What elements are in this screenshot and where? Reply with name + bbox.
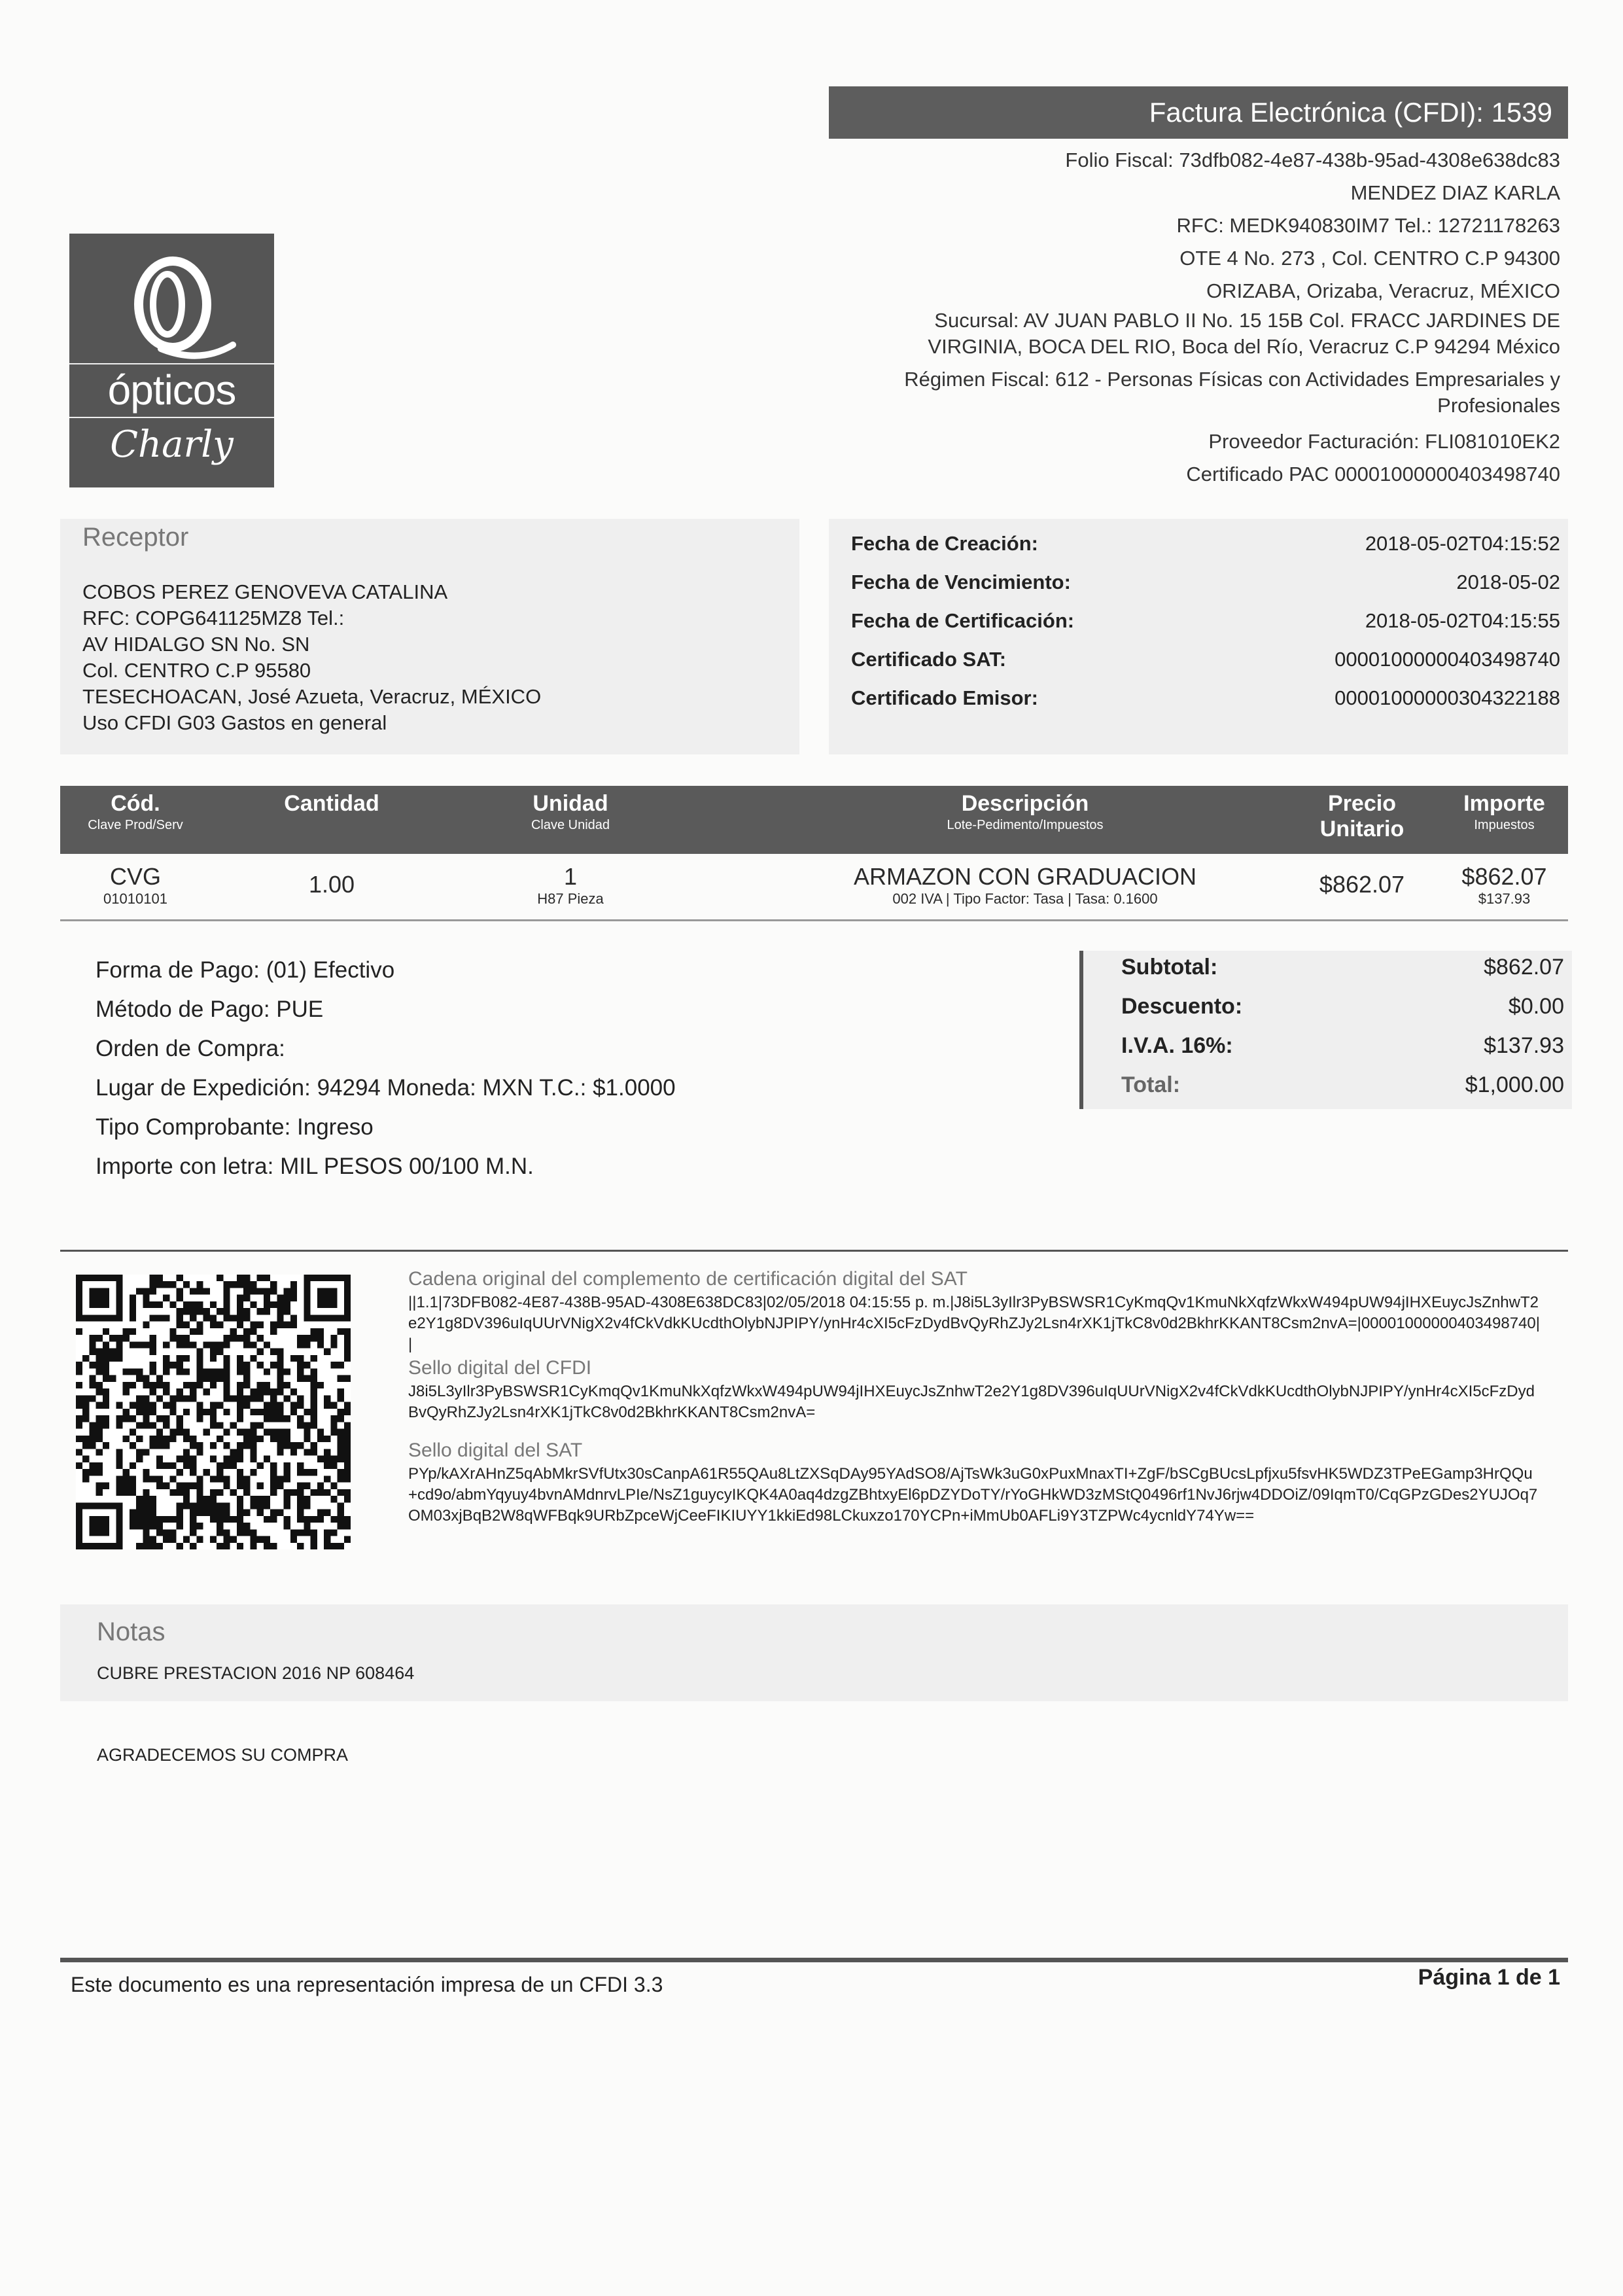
section-divider — [60, 1250, 1568, 1252]
logo-mark-icon — [69, 234, 274, 364]
date-row-certification — [851, 609, 1560, 635]
row-code — [60, 863, 211, 908]
receptor-line: COBOS PEREZ GENOVEVA CATALINA — [82, 580, 448, 603]
branch-line-1: Sucursal: AV JUAN PABLO II No. 15 15B Col. FRACC JARDINES DE — [934, 309, 1560, 332]
total-value: $1,000.00 — [1465, 1072, 1564, 1097]
notes-text: CUBRE PRESTACION 2016 NP 608464 — [97, 1663, 415, 1683]
notes-title: Notas — [97, 1617, 166, 1646]
sat-seal-title: Sello digital del SAT — [408, 1439, 583, 1461]
row-quantity-value: 1.00 — [308, 871, 355, 898]
total-label: I.V.A. 16%: — [1121, 1033, 1233, 1058]
footer-disclaimer: Este documento es una representación impresa de un CFDI 3.3 — [71, 1973, 663, 1996]
col-description — [780, 791, 1270, 833]
col-description-label: Descripción — [961, 791, 1089, 816]
col-unit-label: Unidad — [532, 791, 608, 816]
payment-info — [96, 951, 676, 1186]
notes-section — [60, 1604, 1568, 1701]
row-unit-price — [1290, 871, 1434, 898]
pac-certificate: Certificado PAC 00001000000403498740 — [1186, 463, 1560, 486]
row-description-sub: 002 IVA | Tipo Factor: Tasa | Tasa: 0.1600 — [892, 891, 1158, 907]
col-amount-label: Importe — [1463, 791, 1545, 816]
col-unit-price-label-2: Unitario — [1319, 817, 1405, 841]
receptor-line: AV HIDALGO SN No. SN — [82, 633, 310, 656]
invoice-title: Factura Electrónica (CFDI): 1539 — [829, 86, 1568, 139]
regime-line-1: Régimen Fiscal: 612 - Personas Físicas con Actividades Empresariales y — [904, 368, 1560, 391]
payment-line: Método de Pago: PUE — [96, 997, 324, 1022]
col-description-sublabel: Lote-Pedimento/Impuestos — [947, 818, 1104, 832]
row-unit-sub: H87 Pieza — [537, 891, 604, 907]
receptor-line: TESECHOACAN, José Azueta, Veracruz, MÉXICO — [82, 685, 542, 708]
thanks-message: AGRADECEMOS SU COMPRA — [97, 1745, 349, 1765]
col-quantity — [256, 791, 407, 817]
total-label: Total: — [1121, 1072, 1181, 1097]
col-unit-sublabel: Clave Unidad — [531, 818, 610, 832]
issuer-address-2: ORIZABA, Orizaba, Veracruz, MÉXICO — [1206, 279, 1560, 302]
total-value: $862.07 — [1484, 955, 1564, 980]
dates-section — [829, 519, 1568, 754]
regime-line-2: Profesionales — [1437, 394, 1560, 417]
date-label: Fecha de Creación: — [851, 532, 1038, 555]
issuer-address-1: OTE 4 No. 273 , Col. CENTRO C.P 94300 — [1179, 247, 1560, 270]
date-value: 2018-05-02T04:15:52 — [1365, 532, 1560, 555]
folio-fiscal: Folio Fiscal: 73dfb082-4e87-438b-95ad-4308e638dc83 — [1065, 149, 1560, 171]
table-row — [60, 854, 1568, 921]
row-quantity — [256, 871, 407, 898]
date-row-creation — [851, 532, 1560, 558]
total-value: $137.93 — [1484, 1033, 1564, 1058]
chain-value: ||1.1|73DFB082-4E87-438B-95AD-4308E638DC83|02/05/2018 04:15:55 p. m.|J8i5L3yIlr3PyBSWSR1CyKmqQv1KmuNkXqfzWkxW494pUW94jIHXEuycJsZnhwT2e2Y1g8DV396uIqUUrVNigX2v4fCkVdkKUcdthOlybNJPIPY/ynHr4cXI5cFzDydBvQyRhZJy2Lsn4rXK1jTkC8v0d2BkhrKKANT8Csm2nvA=|00001000000403498740|| — [408, 1294, 1541, 1353]
receptor-section — [60, 519, 799, 754]
digital-seals — [408, 1266, 1540, 1527]
company-logo — [69, 234, 274, 487]
date-value: 00001000000304322188 — [1335, 686, 1560, 709]
col-unit — [472, 791, 669, 833]
chain-title: Cadena original del complemento de certificación digital del SAT — [408, 1268, 968, 1290]
payment-line: Importe con letra: MIL PESOS 00/100 M.N. — [96, 1154, 534, 1179]
grand-total-row — [1121, 1072, 1564, 1112]
page-number: Página 1 de 1 — [1418, 1965, 1560, 1990]
cfdi-seal-title: Sello digital del CFDI — [408, 1357, 592, 1379]
col-code-label: Cód. — [111, 791, 160, 816]
col-amount-sublabel: Impuestos — [1474, 818, 1535, 832]
payment-line: Tipo Comprobante: Ingreso — [96, 1114, 374, 1140]
sat-certificate-row — [851, 648, 1560, 674]
branch-line-2: VIRGINIA, BOCA DEL RIO, Boca del Río, Veracruz C.P 94294 México — [928, 335, 1560, 358]
tax-row — [1121, 1033, 1564, 1072]
payment-line: Orden de Compra: — [96, 1036, 285, 1061]
billing-provider: Proveedor Facturación: FLI081010EK2 — [1208, 430, 1560, 453]
date-value: 2018-05-02 — [1456, 571, 1560, 593]
row-description — [780, 863, 1270, 908]
logo-script: Charly — [110, 423, 234, 466]
payment-line: Forma de Pago: (01) Efectivo — [96, 957, 395, 983]
col-quantity-label: Cantidad — [284, 791, 379, 816]
total-value: $0.00 — [1508, 994, 1564, 1019]
date-row-due — [851, 571, 1560, 597]
receptor-line: RFC: COPG641125MZ8 Tel.: — [82, 607, 345, 629]
date-value: 00001000000403498740 — [1335, 648, 1560, 671]
row-amount-value: $862.07 — [1461, 863, 1547, 890]
date-value: 2018-05-02T04:15:55 — [1365, 609, 1560, 632]
receptor-details — [82, 579, 541, 736]
logo-brand: ópticos — [69, 363, 274, 418]
row-amount — [1440, 863, 1568, 908]
col-unit-price — [1290, 791, 1434, 842]
issuer-rfc: RFC: MEDK940830IM7 Tel.: 12721178263 — [1176, 214, 1560, 237]
receptor-line: Col. CENTRO C.P 95580 — [82, 659, 311, 682]
payment-line: Lugar de Expedición: 94294 Moneda: MXN T.C.: $1.0000 — [96, 1075, 676, 1101]
items-table-header — [60, 786, 1568, 854]
row-unit-value: 1 — [563, 863, 578, 890]
col-code-sublabel: Clave Prod/Serv — [88, 818, 183, 832]
col-unit-price-label-1: Precio — [1328, 791, 1396, 816]
issuer-info — [775, 144, 1560, 491]
row-code-value: CVG — [109, 863, 161, 890]
row-unit — [472, 863, 669, 908]
totals-box — [1079, 951, 1572, 1109]
row-unit-price-value: $862.07 — [1319, 871, 1405, 898]
qr-code-icon — [76, 1275, 351, 1549]
issuer-name: MENDEZ DIAZ KARLA — [1350, 181, 1560, 204]
receptor-title: Receptor — [82, 523, 189, 552]
date-label: Fecha de Certificación: — [851, 609, 1075, 632]
sat-seal-value: PYp/kAXrAHnZ5qAbMkrSVfUtx30sCanpA61R55QAu8LtZXSqDAy95YAdSO8/AjTsWk3uG0xPuxMnaxTI+ZgF/bSCgBUcsLpfjxu5fsvHK5WDZ3TPeEGamp3HrQQu+cd9o/abmYqyuy4bvnAMdnrvLPIe/NsZ1guycyIKQK4A0aq4dzgZBhtxyEl6pDZYDoTY/rYoGHkWD3zMStQ0496rf1NvJ6rjw4DDOiZ/09IqmT0/CqGPzGDes2YUJOq7OM03xjBqB2W8qWFBqk9URbZpceWjCeeFIKIUYY1kkiEd98LCkuxzo170YCPn+iMmUb0AFLi9Y3TZPWc4ycnldY74Yw== — [408, 1465, 1538, 1525]
col-code — [60, 791, 211, 833]
date-label: Certificado SAT: — [851, 648, 1007, 671]
receptor-line: Uso CFDI G03 Gastos en general — [82, 711, 387, 734]
cfdi-seal-value: J8i5L3yIlr3PyBSWSR1CyKmqQv1KmuNkXqfzWkxW494pUW94jIHXEuycJsZnhwT2e2Y1g8DV396uIqUUrVNigX2v4fCkVdkKUcdthOlybNJPIPY/ynHr4cXI5cFzDydBvQyRhZJy2Lsn4rXK1jTkC8v0d2BkhrKKANT8Csm2nvA= — [408, 1383, 1535, 1421]
subtotal-row — [1121, 955, 1564, 994]
row-amount-tax: $137.93 — [1478, 891, 1531, 907]
date-label: Certificado Emisor: — [851, 686, 1038, 709]
row-code-sub: 01010101 — [103, 891, 167, 907]
issuer-certificate-row — [851, 686, 1560, 713]
row-description-value: ARMAZON CON GRADUACION — [853, 863, 1197, 890]
total-label: Descuento: — [1121, 994, 1243, 1019]
footer-divider — [60, 1958, 1568, 1962]
col-amount — [1440, 791, 1568, 833]
discount-row — [1121, 994, 1564, 1033]
date-label: Fecha de Vencimiento: — [851, 571, 1071, 593]
total-label: Subtotal: — [1121, 955, 1218, 980]
